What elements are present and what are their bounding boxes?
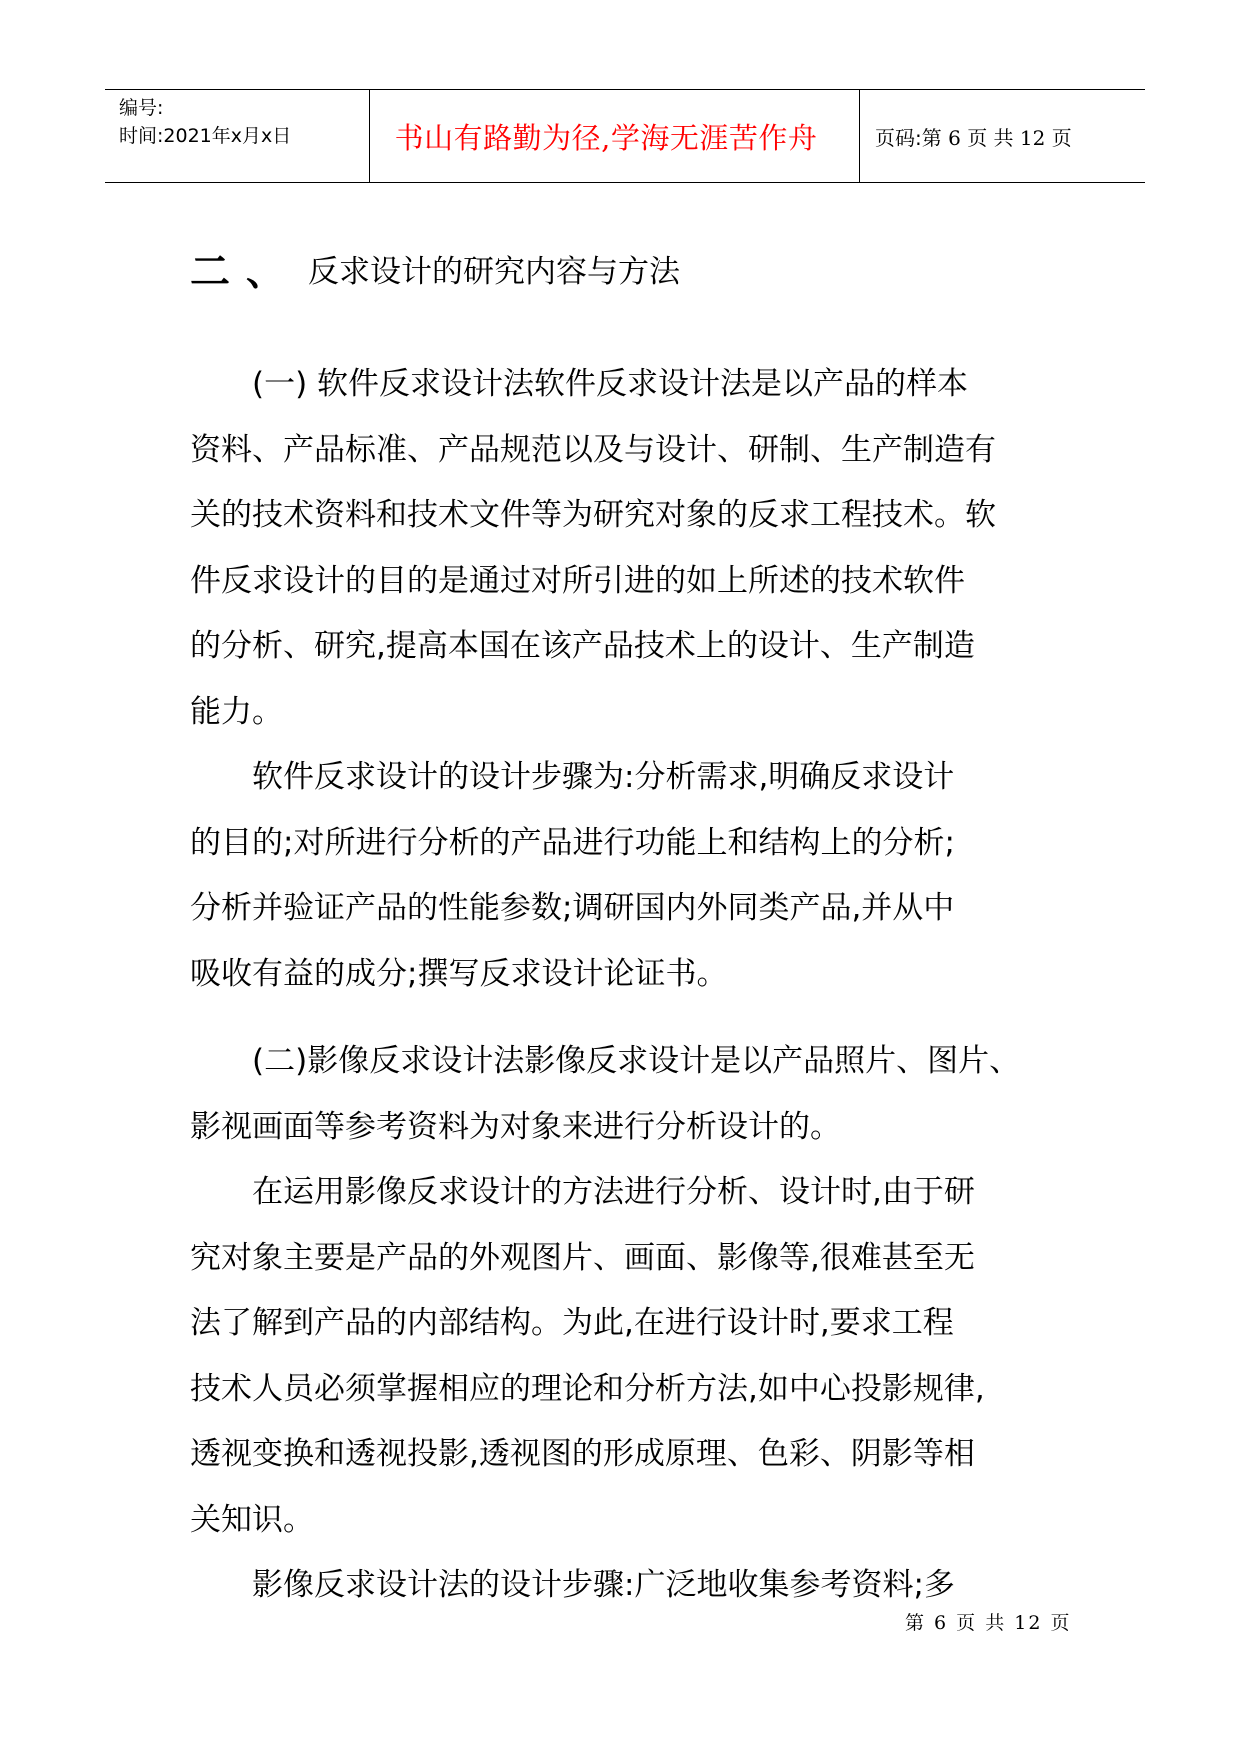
body-content (190, 352, 1090, 1619)
text-line: 的分析、研究,提高本国在该产品技术上的设计、生产制造 (190, 628, 975, 664)
header-page-number: 第 6 页 共 12 页 (921, 125, 1072, 150)
text-line: 透视变换和透视投影,透视图的形成原理、色彩、阴影等相 (190, 1436, 975, 1472)
text-line: 影像反求设计法的设计步骤:广泛地收集参考资料;多 (252, 1567, 955, 1603)
text-line: (一) 软件反求设计法软件反求设计法是以产品的样本 (252, 366, 969, 402)
text-line: (二)影像反求设计法影像反求设计是以产品照片、图片、 (252, 1043, 1021, 1079)
text-line: 影视画面等参考资料为对象来进行分析设计的。 (190, 1108, 841, 1145)
text-line: 吸收有益的成分;撰写反求设计论证书。 (190, 955, 728, 992)
header-motto: 书山有路勤为径,学海无涯苦作舟 (394, 120, 818, 155)
paragraph-image-analysis (190, 1160, 1090, 1553)
page-prefix: 页码: (875, 125, 922, 150)
text-line: 资料、产品标准、产品规范以及与设计、研制、生产制造有 (190, 431, 996, 468)
text-line: 分析并验证产品的性能参数;调研国内外同类产品,并从中 (190, 890, 955, 926)
text-line: 关的技术资料和技术文件等为研究对象的反求工程技术。软 (190, 497, 996, 533)
header-divider-right (859, 90, 860, 182)
document-number-label: 编号: (119, 97, 164, 119)
text-line: 软件反求设计的设计步骤为:分析需求,明确反求设计 (252, 759, 955, 795)
header-table (105, 89, 1145, 183)
paragraph-image-method (190, 1029, 1090, 1160)
paragraph-gap (190, 1007, 1090, 1029)
text-line: 关知识。 (190, 1501, 314, 1538)
text-line: 能力。 (190, 693, 283, 730)
header-meta (119, 94, 291, 150)
section-separator: 、 (246, 250, 285, 294)
paragraph-software-method (190, 352, 1090, 745)
section-number: 二 (190, 249, 234, 295)
text-line: 究对象主要是产品的外观图片、画面、影像等,很难甚至无 (190, 1239, 975, 1276)
text-line: 的目的;对所进行分析的产品进行功能上和结构上的分析; (190, 824, 955, 861)
section-heading (190, 240, 680, 297)
paragraph-software-steps (190, 745, 1090, 1007)
document-time-label: 时间:2021年x月x日 (119, 125, 292, 147)
text-line: 件反求设计的目的是通过对所引进的如上所述的技术软件 (190, 562, 965, 599)
text-line: 技术人员必须掌握相应的理论和分析方法,如中心投影规律, (190, 1370, 985, 1407)
text-line: 在运用影像反求设计的方法进行分析、设计时,由于研 (252, 1174, 975, 1210)
footer-page-number: 第 6 页 共 12 页 (905, 1612, 1072, 1634)
text-line: 法了解到产品的内部结构。为此,在进行设计时,要求工程 (190, 1305, 954, 1341)
section-title: 反求设计的研究内容与方法 (308, 254, 681, 290)
header-page-info (875, 90, 1072, 182)
